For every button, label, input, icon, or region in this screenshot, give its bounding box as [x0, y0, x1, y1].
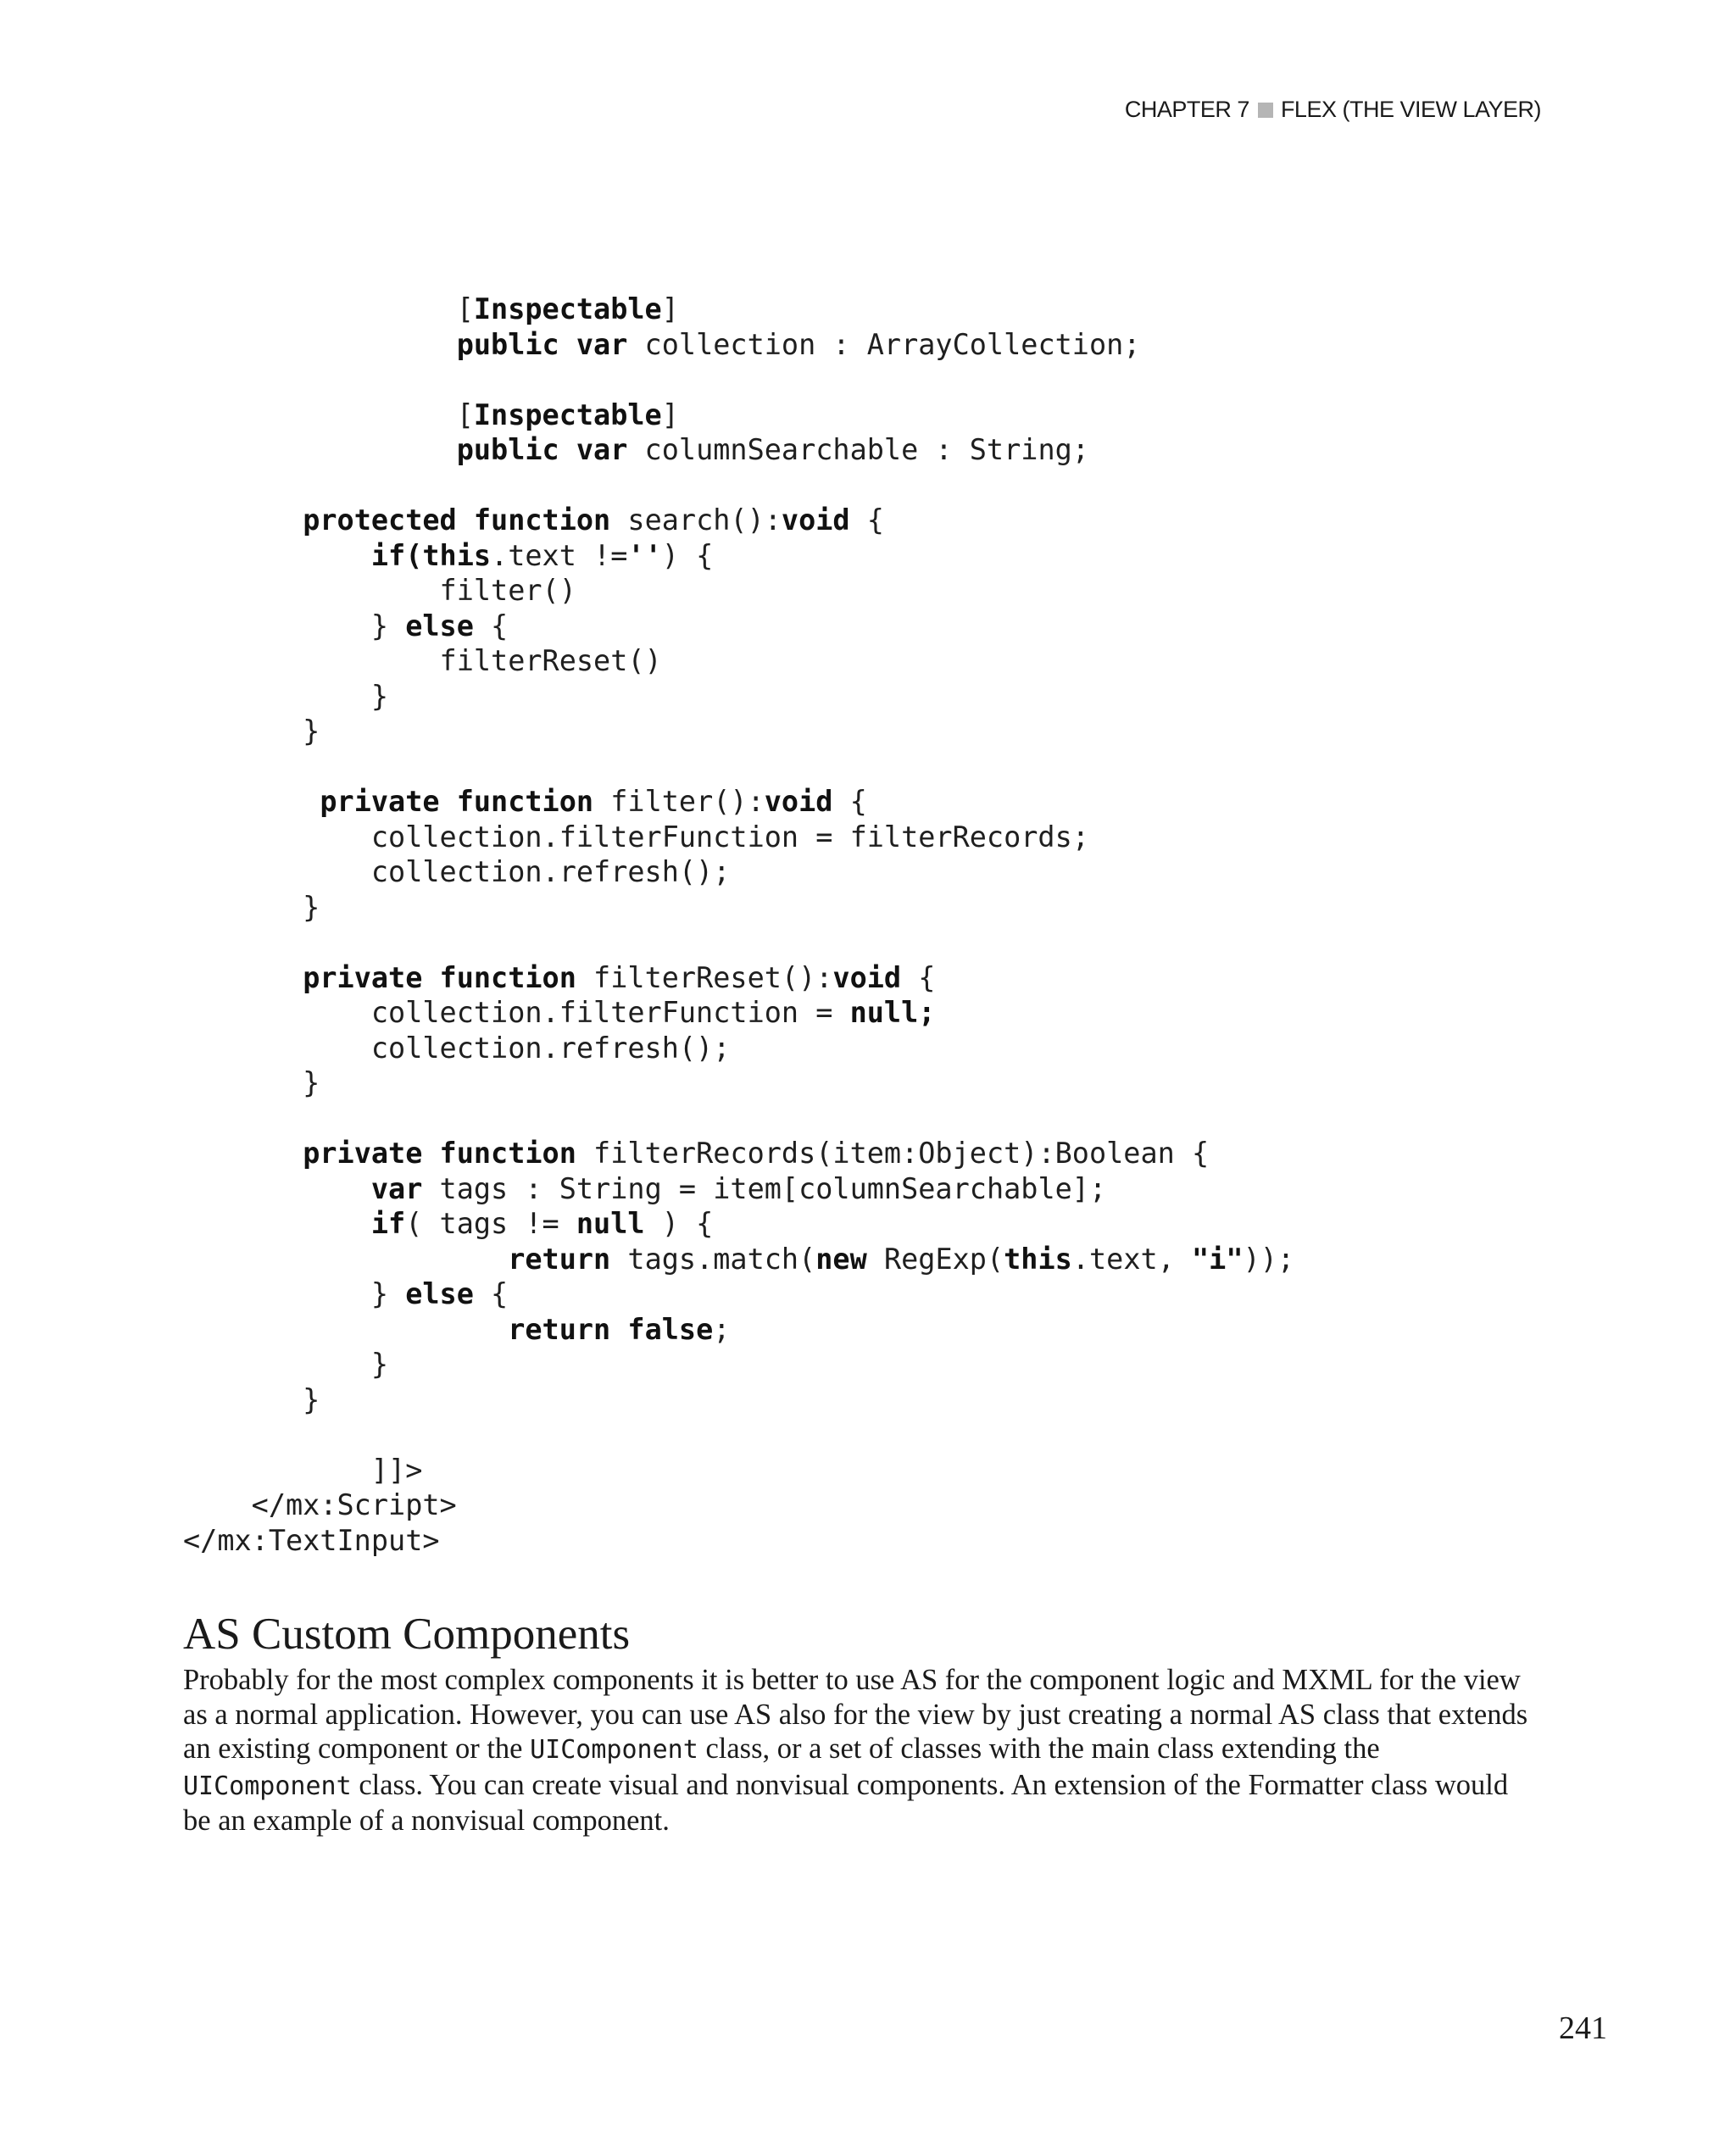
- code-line: [183, 1065, 1294, 1101]
- code-text: .text,: [1071, 1242, 1193, 1276]
- code-line: [183, 1101, 1294, 1137]
- code-line: [183, 1312, 1294, 1348]
- code-keyword: Inspectable: [473, 398, 662, 431]
- code-line: [183, 1136, 1294, 1171]
- code-keyword: return: [508, 1242, 611, 1276]
- code-text: ));: [1243, 1242, 1295, 1276]
- code-text: </mx:TextInput>: [183, 1523, 440, 1557]
- code-text: {: [901, 960, 936, 994]
- code-text: filterReset():: [576, 960, 833, 994]
- code-line: [183, 854, 1294, 890]
- code-text: collection : ArrayCollection;: [627, 327, 1141, 361]
- code-text: ]]>: [183, 1453, 423, 1487]
- code-line: [183, 960, 1294, 996]
- code-text: {: [473, 1277, 509, 1310]
- code-line: [183, 784, 1294, 820]
- code-keyword: this: [1004, 1242, 1072, 1276]
- separator-square-icon: [1258, 103, 1273, 118]
- code-text: [183, 1313, 508, 1346]
- code-text: columnSearchable : String;: [627, 433, 1089, 466]
- code-keyword: if: [370, 1207, 406, 1240]
- code-keyword: "i": [1192, 1242, 1244, 1276]
- code-line: [183, 1276, 1294, 1312]
- code-line: [183, 1242, 1294, 1277]
- code-text: [183, 1172, 371, 1205]
- code-text: ) {: [644, 1207, 714, 1240]
- code-text: filter(): [183, 574, 576, 607]
- code-text: {: [473, 609, 509, 642]
- section-heading: AS Custom Components: [183, 1610, 631, 1659]
- code-text: }: [183, 1348, 389, 1381]
- code-text: .text !=: [491, 538, 628, 572]
- code-keyword: if(this: [370, 538, 492, 572]
- code-text: ( tags !=: [405, 1207, 576, 1240]
- paragraph-text: class. You can create visual and nonvisual components. An extension of the Formatter class would be an example of a nonvisual component.: [183, 1768, 1509, 1838]
- inline-code: UIComponent: [530, 1735, 698, 1766]
- code-keyword: void: [781, 503, 850, 537]
- code-text: [183, 785, 320, 818]
- code-keyword: void: [764, 785, 833, 818]
- code-text: [183, 503, 303, 537]
- code-line: [183, 1453, 1294, 1488]
- code-text: collection.refresh();: [183, 855, 731, 888]
- code-text: ]: [661, 292, 679, 325]
- code-text: filterRecords(item:Object):Boolean {: [576, 1137, 1210, 1170]
- code-keyword: null;: [849, 996, 936, 1029]
- code-text: [183, 292, 457, 325]
- code-keyword: return false: [508, 1312, 714, 1346]
- code-text: filterReset(): [183, 644, 662, 677]
- code-text: }: [183, 679, 389, 713]
- code-text: collection.filterFunction =: [183, 996, 850, 1029]
- code-keyword: public var: [456, 433, 628, 466]
- code-keyword: else: [405, 609, 474, 642]
- code-line: [183, 1206, 1294, 1242]
- code-line: [183, 573, 1294, 609]
- paragraph-text: class, or a set of classes with the main class extending the: [698, 1732, 1380, 1766]
- code-keyword: else: [405, 1277, 474, 1310]
- code-line: [183, 432, 1294, 468]
- code-text: }: [183, 1066, 320, 1099]
- paragraph-text: Probably for the most complex components it is better to use AS for the component logic and MXML for the view as a normal application. However, you can use AS also for the view by just creating a normal AS class that extends an existing component or the: [183, 1664, 1528, 1766]
- code-text: ]: [661, 398, 679, 431]
- running-head: [1125, 97, 1541, 123]
- code-line: [183, 468, 1294, 503]
- code-line: [183, 995, 1294, 1031]
- page-number: 241: [1559, 2010, 1607, 2046]
- code-keyword: var: [370, 1171, 423, 1205]
- code-line: [183, 820, 1294, 855]
- code-line: [183, 1382, 1294, 1418]
- inline-code: UIComponent: [183, 1771, 352, 1801]
- code-text: search():: [610, 503, 782, 537]
- code-text: collection.filterFunction = filterRecords;: [183, 820, 1089, 854]
- code-text: {: [849, 503, 884, 537]
- code-line: [183, 643, 1294, 679]
- code-text: }: [183, 890, 320, 924]
- code-text: filter():: [593, 785, 765, 818]
- code-line: [183, 1031, 1294, 1066]
- code-line: [183, 925, 1294, 960]
- code-text: [183, 1137, 303, 1170]
- code-line: [183, 503, 1294, 538]
- code-text: tags.match(: [610, 1242, 816, 1276]
- code-text: [183, 961, 303, 994]
- code-text: [183, 1207, 371, 1240]
- code-text: </mx:Script>: [183, 1488, 457, 1521]
- code-text: [183, 328, 457, 361]
- code-keyword: new: [815, 1242, 867, 1276]
- code-keyword: private function: [320, 785, 594, 818]
- code-line: [183, 714, 1294, 749]
- code-line: [183, 1523, 1294, 1559]
- code-line: [183, 292, 1294, 327]
- code-text: [183, 539, 371, 572]
- code-keyword: null: [576, 1207, 645, 1240]
- code-text: ) {: [661, 538, 714, 572]
- code-line: [183, 538, 1294, 574]
- code-text: }: [183, 1382, 320, 1416]
- code-text: RegExp(: [866, 1242, 1004, 1276]
- code-line: [183, 1171, 1294, 1207]
- chapter-label: CHAPTER 7: [1124, 97, 1249, 122]
- code-keyword: '': [627, 538, 662, 572]
- code-keyword: protected function: [303, 503, 611, 537]
- code-line: [183, 679, 1294, 715]
- code-text: }: [183, 1277, 406, 1310]
- code-text: [183, 1243, 508, 1276]
- code-line: [183, 749, 1294, 785]
- code-text: [183, 433, 457, 466]
- section-paragraph: [183, 1663, 1539, 1838]
- code-line: [183, 1417, 1294, 1453]
- code-keyword: void: [832, 960, 902, 994]
- code-text: {: [832, 785, 867, 818]
- code-line: [183, 362, 1294, 398]
- code-text: collection.refresh();: [183, 1031, 731, 1065]
- code-text: }: [183, 715, 320, 748]
- chapter-title: FLEX (THE VIEW LAYER): [1280, 97, 1541, 122]
- code-text: }: [183, 609, 406, 642]
- code-listing: [183, 292, 1294, 1558]
- code-text: [183, 398, 457, 431]
- code-keyword: private function: [303, 1137, 576, 1170]
- code-line: [183, 890, 1294, 926]
- code-text: tags : String = item[columnSearchable];: [422, 1171, 1107, 1205]
- code-keyword: Inspectable: [473, 292, 662, 325]
- code-text: [: [456, 398, 474, 431]
- code-line: [183, 609, 1294, 644]
- code-text: [: [456, 292, 474, 325]
- code-text: ;: [713, 1312, 731, 1346]
- code-keyword: public var: [456, 327, 628, 361]
- code-line: [183, 327, 1294, 363]
- code-keyword: private function: [303, 960, 576, 994]
- code-line: [183, 1488, 1294, 1523]
- code-line: [183, 398, 1294, 433]
- code-line: [183, 1347, 1294, 1382]
